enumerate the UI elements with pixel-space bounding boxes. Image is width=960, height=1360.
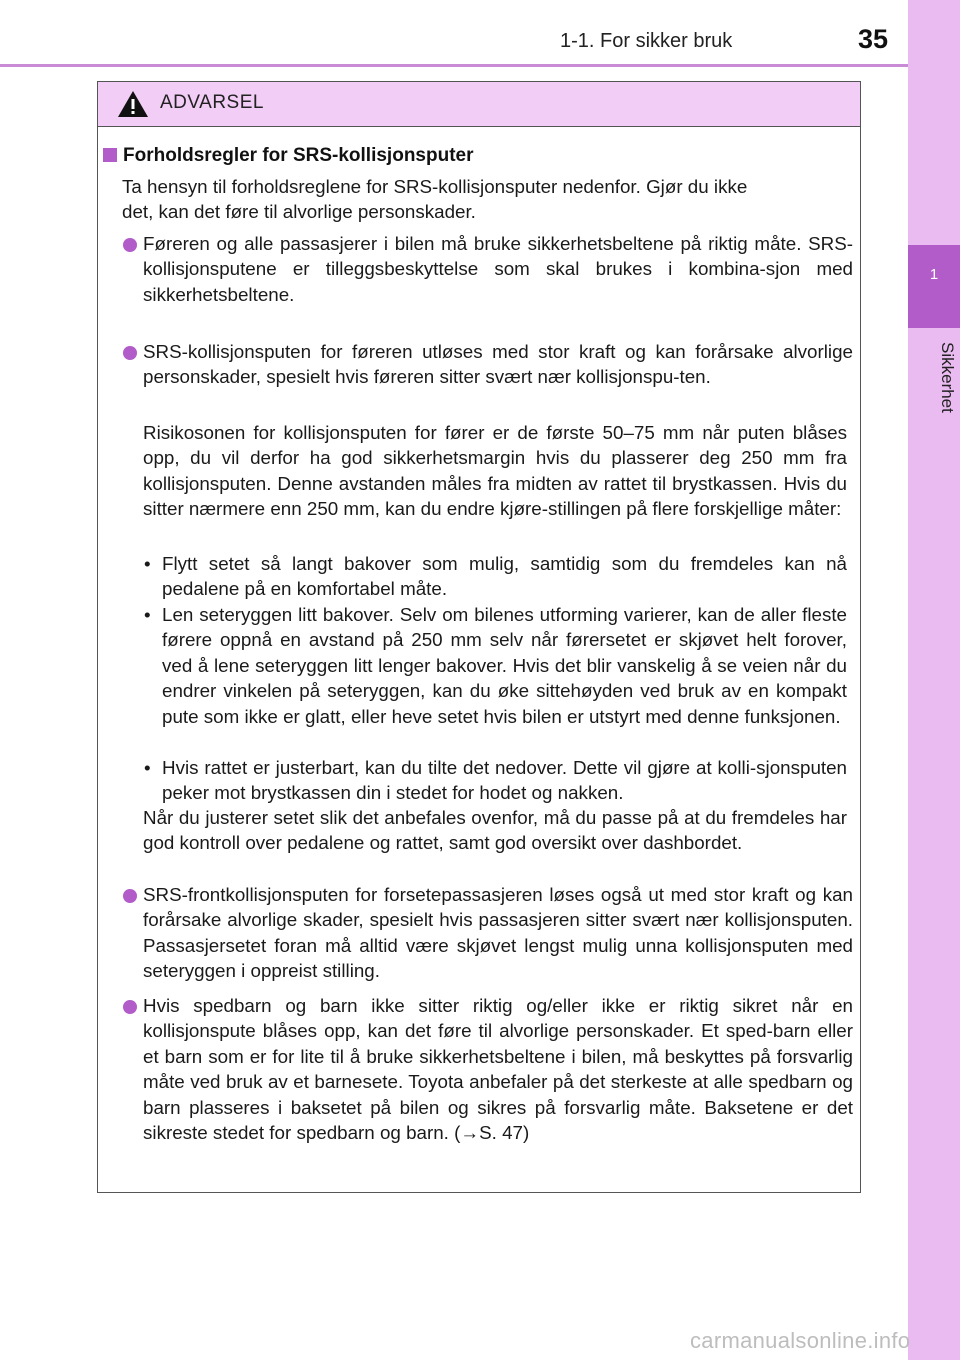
closing-paragraph: Når du justerer setet slik det anbefales ovenfor, må du passe på at du fremdeles har god kontroll over pedalene og rattet, samt god oversikt over dashbordet.	[143, 807, 847, 854]
bullet-2: SRS-kollisjonsputen for føreren utløses med stor kraft og kan forårsake alvorlige personskader, spesielt hvis føreren sitter svært nær kollisjonspu-ten.	[143, 341, 853, 388]
chapter-label: Sikkerhet	[938, 342, 957, 413]
section-heading-text: Forholdsregler for SRS-kollisjonsputer	[123, 145, 474, 166]
bullet-4: Hvis spedbarn og barn ikke sitter riktig og/eller ikke er riktig sikret når en kollisjonspute blåses opp, kan det føre til alvorlige personskader. Et sped-barn eller et barn som er for lite til å bruke sikkerhetsbeltene i bilen, må beskyttes på forsvarlig måte ved bruk av et barnesete. Toyota anbefaler på det sterkeste at alle spedbarn og barn plasseres i baksetet på bilen og sikres på forsvarlig måte. Baksetene er det sikreste stedet for spedbarn og barn. (→S. 47)	[143, 995, 853, 1144]
sub-item-3: Hvis rattet er justerbart, kan du tilte det nedover. Dette vil gjøre at kolli-sjonsputen peker mot brystkassen din i stedet for hodet og nakken.	[162, 757, 847, 804]
bullet-dot-icon	[123, 238, 137, 252]
page-number: 35	[858, 24, 889, 54]
warning-triangle-icon	[116, 89, 150, 119]
sub-bullet-mark: •	[144, 553, 151, 574]
sub-item-1: Flytt setet så langt bakover som mulig, samtidig som du fremdeles kan nå pedalene på en komfortabel måte.	[162, 553, 847, 600]
square-bullet-icon	[103, 148, 117, 162]
chapter-tab[interactable]	[908, 245, 960, 328]
bullet-dot-icon	[123, 346, 137, 360]
bullet-3: SRS-frontkollisjonsputen for forsetepassasjeren løses også ut med stor kraft og kan forårsake alvorlige skader, spesielt hvis passasjeren sitter svært nær kollisjonsputen. Passasjersetet foran må alltid være skjøvet lengst mulig unna kollisjonsputen med seteryggen i oppreist stilling.	[143, 884, 853, 982]
chapter-number: 1	[929, 266, 939, 283]
risk-zone-paragraph: Risikosonen for kollisjonsputen for fører er de første 50–75 mm når puten blåses opp, du vil derfor ha god sikkerhetsmargin hvis du plasserer deg 250 mm fra kollisjonsputen. Denne avstanden måles fra midten av rattet til brystkassen. Hvis du sitter nærmere enn 250 mm, kan du endre kjøre-stillingen på flere forskjellige måter:	[143, 422, 847, 520]
sub-bullet-mark: •	[144, 757, 151, 778]
bullet-dot-icon	[123, 889, 137, 903]
section-title: 1-1. For sikker bruk	[560, 30, 733, 52]
sub-item-2: Len seteryggen litt bakover. Selv om bilenes utforming varierer, kan de aller fleste førere oppnå en avstand på 250 mm selv når førersetet er skjøvet helt forover, ved å lene seteryggen litt lenger bakover. Hvis det blir vanskelig å se veien når du endrer vinkelen på seteryggen, kan du øke sittehøyden ved bruk av en kompakt pute som ikke er glatt, eller heve setet hvis bilen er utstyrt med denne funksjonen.	[162, 604, 847, 727]
intro-paragraph: Ta hensyn til forholdsreglene for SRS-kollisjonsputer nedenfor. Gjør du ikke det, kan det føre til alvorlige personskader.	[122, 176, 748, 223]
section-heading	[103, 145, 474, 167]
bullet-1: Føreren og alle passasjerer i bilen må bruke sikkerhetsbeltene på riktig måte. SRS-kollisjonsputene er tilleggsbeskyttelse som skal brukes i kombina-sjon med sikkerhetsbeltene.	[143, 233, 853, 305]
warning-box	[97, 81, 861, 1193]
warning-header	[98, 82, 860, 127]
bullet-dot-icon	[123, 1000, 137, 1014]
watermark: carmanualsonline.info	[690, 1328, 911, 1353]
sub-bullet-mark: •	[144, 604, 151, 625]
warning-title: ADVARSEL	[160, 92, 264, 113]
chapter-side-band	[908, 0, 960, 1360]
header-divider	[0, 64, 908, 67]
